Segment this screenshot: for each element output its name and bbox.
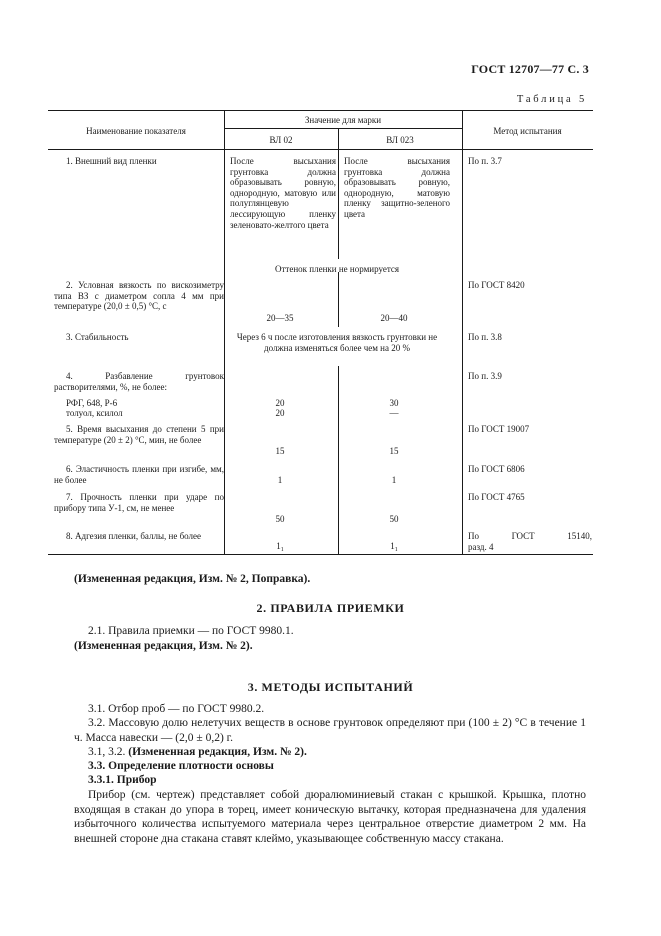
row1-value-vl023: После высыхания грунтовка должна образовывать ровную, однородную, матовую пленку защитно-зеленого цвета (344, 156, 450, 219)
row4-value-vl023-a: 30 (389, 398, 399, 408)
row7-value-vl023: 50 (389, 514, 399, 524)
row8-value-vl023-main: 1 (390, 541, 395, 551)
row8-value-vl02 (224, 541, 336, 556)
section-3-1-text: 3.1. Отбор проб — по ГОСТ 9980.2. (88, 703, 265, 715)
row3-value: Через 6 ч после изготовления вязкость грунтовки не должна изменяться более чем на 20 % (236, 332, 438, 353)
table-col-divider-2 (338, 128, 339, 259)
row8-method-b: разд. 4 (468, 542, 494, 552)
row5-name: 5. Время высыхания до степени 5 при температуре (20 ± 2) °С, мин, не более (54, 424, 224, 445)
table-header-bottom (48, 149, 593, 150)
row6-name: 6. Эластичность пленки при изгибе, мм, не более (54, 464, 224, 485)
row2-name: 2. Условная вязкость по вискозиметру типа ВЗ с диаметром сопла 4 мм при температуре (20,0 ± 0,5) °С, с (54, 280, 224, 312)
section-3-title: 3. МЕТОДЫ ИСПЫТАНИЙ (247, 680, 414, 694)
row4-name: 4. Разбавление грунтовок растворителями, %, не более: (54, 371, 224, 392)
row4-value-vl02-b: 20 (275, 408, 285, 418)
row6-value-vl02: 1 (277, 475, 283, 485)
row8-value-vl02-sub: 1 (280, 547, 284, 553)
row3-name: 3. Стабильность (66, 332, 129, 342)
row4-value-vl02-a: 20 (275, 398, 285, 408)
row4-sub2: толуол, ксилол (66, 408, 123, 418)
section-2-title: 2. ПРАВИЛА ПРИЕМКИ (256, 601, 405, 615)
section-3-2-text: 3.2. Массовую долю нелетучих веществ в основе грунтовок определяют при (100 ± 2) °С в течение 1 ч. Масса навески — (2,0 ± 0,2) г. (74, 717, 586, 744)
row6-value-vl023: 1 (391, 475, 397, 485)
section-3-edition-line (88, 745, 307, 760)
row1-name: 1. Внешний вид пленки (66, 156, 157, 166)
row1-method: По п. 3.7 (468, 156, 502, 166)
row6-method: По ГОСТ 6806 (468, 464, 525, 474)
header-indicator: Наименование показателя (86, 126, 186, 136)
header-method: Метод испытания (493, 126, 562, 136)
section-2-edition-note: (Измененная редакция, Изм. № 2). (74, 640, 253, 652)
row5-value-vl02: 15 (275, 446, 285, 456)
section-3-edition-note: (Измененная редакция, Изм. № 2). (128, 746, 307, 758)
row2-value-vl02: 20—35 (266, 313, 294, 323)
table-col-divider-3 (462, 110, 463, 555)
row1-value-vl02: После высыхания грунтовка должна образовывать ровную, однородную, матовую или полуглянцевую лессирующую пленку зеленовато-желтого цвета (230, 156, 336, 230)
row8-method-a: По ГОСТ 15140, (468, 531, 592, 541)
row5-method: По ГОСТ 19007 (468, 424, 530, 434)
section-3-3-1-heading: 3.3.1. Прибор (88, 774, 157, 786)
row4-sub1: РФГ, 648, Р-6 (66, 398, 118, 408)
row2-value-vl023: 20—40 (380, 313, 408, 323)
section-3-3-heading: 3.3. Определение плотности основы (88, 760, 274, 772)
section-3-edition-prefix: 3.1, 3.2. (88, 746, 129, 758)
table-top-border (48, 110, 593, 111)
section-2-1-text: 2.1. Правила приемки — по ГОСТ 9980.1. (88, 625, 294, 637)
table-caption: Таблица 5 (516, 94, 587, 105)
row7-name: 7. Прочность пленки при ударе по прибору типа У-1, см, не менее (54, 492, 224, 513)
row4-value-vl023-b: — (389, 408, 399, 418)
edition-note-table: (Измененная редакция, Изм. № 2, Поправка). (74, 573, 311, 585)
row7-method: По ГОСТ 4765 (468, 492, 525, 502)
header-value: Значение для марки (304, 115, 382, 125)
row8-value-vl023 (338, 541, 450, 556)
row8-name: 8. Адгезия пленки, баллы, не более (66, 531, 202, 541)
row8-value-vl02-main: 1 (276, 541, 281, 551)
page-header: ГОСТ 12707—77 С. 3 (471, 62, 589, 76)
row5-value-vl023: 15 (389, 446, 399, 456)
header-grade-vl02: ВЛ 02 (269, 135, 293, 145)
header-grade-vl023: ВЛ 023 (386, 135, 414, 145)
table-header-divider (224, 128, 462, 129)
table-col-divider-2c (338, 366, 339, 555)
row8-value-vl023-sub: 1 (394, 547, 398, 553)
row4-method: По п. 3.9 (468, 371, 502, 381)
row7-value-vl02: 50 (275, 514, 285, 524)
row2-method: По ГОСТ 8420 (468, 280, 525, 290)
row1-note: Оттенок пленки не нормируется (274, 264, 400, 274)
row3-method: По п. 3.8 (468, 332, 502, 342)
properties-table (48, 110, 593, 555)
section-3-3-1-text: Прибор (см. чертеж) представляет собой дюралюминиевый стакан с крышкой. Крышка, плотно входящая в стакан до упора в торец, имеет коническую вытачку, которая предназначена для удаления избыточного количества испытуемого материала через центральное отверстие диаметром 2 мм. На внешней стороне дна стакана ставят клеймо, указывающее собственную массу стакана. (74, 789, 586, 845)
